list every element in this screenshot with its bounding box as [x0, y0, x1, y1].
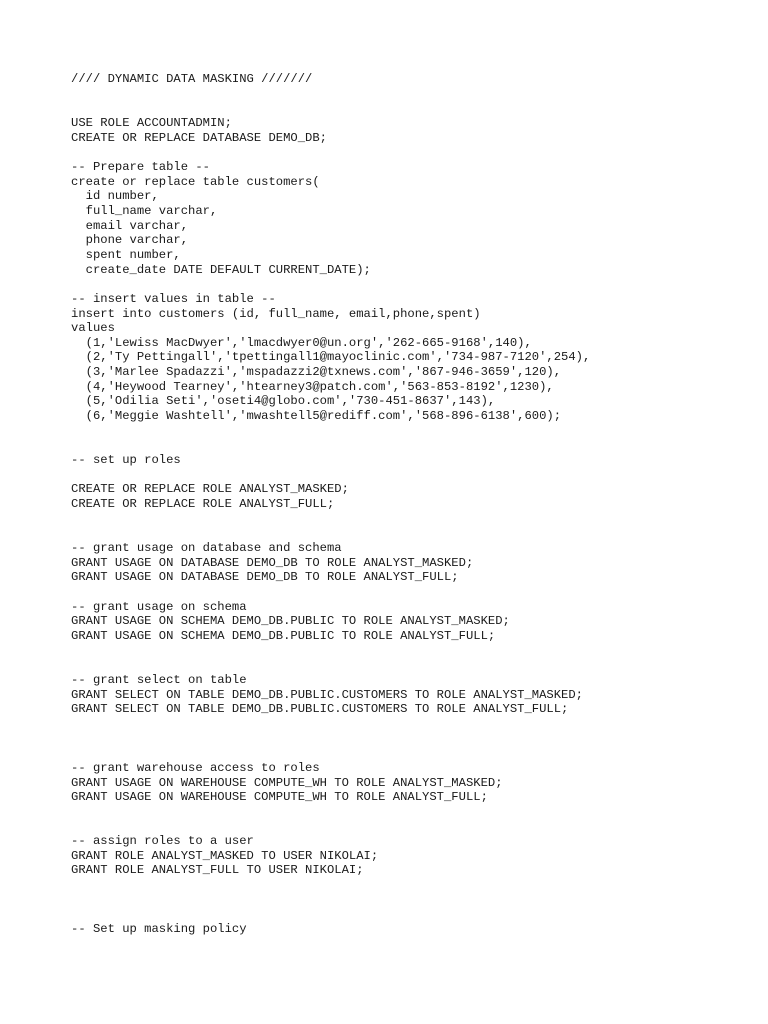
document-line: -- grant select on table	[71, 672, 247, 687]
document-line: insert into customers (id, full_name, email,phone,spent)	[71, 306, 481, 321]
document-line	[71, 87, 751, 102]
document-line: id number,	[71, 189, 159, 204]
document-line: (2,'Ty Pettingall','tpettingall1@mayoclinic.com','734-987-7120',254),	[71, 350, 591, 365]
document-line	[71, 424, 751, 439]
document-line: GRANT USAGE ON SCHEMA DEMO_DB.PUBLIC TO ROLE ANALYST_MASKED;	[71, 614, 510, 629]
document-line	[71, 907, 751, 922]
document-line	[71, 526, 751, 541]
document-line: GRANT USAGE ON WAREHOUSE COMPUTE_WH TO ROLE ANALYST_FULL;	[71, 790, 488, 805]
document-line: USE ROLE ACCOUNTADMIN;	[71, 115, 232, 130]
document-line	[71, 438, 751, 453]
document-line	[71, 717, 751, 732]
document-line: -- grant warehouse access to roles	[71, 760, 320, 775]
document-line: //// DYNAMIC DATA MASKING ///////	[71, 72, 313, 86]
document-line	[71, 893, 751, 908]
document-line: phone varchar,	[71, 233, 189, 248]
document-line	[71, 732, 751, 747]
document-line: -- grant usage on database and schema	[71, 541, 342, 555]
document-line: -- insert values in table --	[71, 291, 276, 306]
document-line: GRANT USAGE ON SCHEMA DEMO_DB.PUBLIC TO ROLE ANALYST_FULL;	[71, 628, 496, 643]
document-line: (1,'Lewiss MacDwyer','lmacdwyer0@un.org','262-665-9168',140),	[71, 335, 532, 350]
document-line: GRANT USAGE ON WAREHOUSE COMPUTE_WH TO ROLE ANALYST_MASKED;	[71, 775, 503, 790]
document-line	[71, 658, 751, 673]
document-line	[71, 512, 751, 527]
document-line: spent number,	[71, 247, 181, 262]
document-line: GRANT ROLE ANALYST_MASKED TO USER NIKOLAI;	[71, 848, 379, 863]
document-line: create or replace table customers(	[71, 174, 320, 189]
document-line: CREATE OR REPLACE DATABASE DEMO_DB;	[71, 130, 327, 145]
document-line: create_date DATE DEFAULT CURRENT_DATE);	[71, 262, 371, 277]
document-line	[71, 805, 751, 820]
document-line: -- assign roles to a user	[71, 834, 254, 849]
document-line: GRANT SELECT ON TABLE DEMO_DB.PUBLIC.CUSTOMERS TO ROLE ANALYST_FULL;	[71, 702, 569, 717]
document-line	[71, 746, 751, 761]
document-line: GRANT USAGE ON DATABASE DEMO_DB TO ROLE ANALYST_MASKED;	[71, 555, 474, 570]
document-line: email varchar,	[71, 218, 189, 233]
document-line: CREATE OR REPLACE ROLE ANALYST_FULL;	[71, 497, 335, 512]
document-line: (4,'Heywood Tearney','htearney3@patch.com','563-853-8192',1230),	[71, 379, 554, 394]
document-line: -- set up roles	[71, 453, 181, 468]
document-line: -- grant usage on schema	[71, 599, 247, 614]
document-line: values	[71, 321, 115, 336]
document-line	[71, 277, 751, 292]
document-line	[71, 878, 751, 893]
document-line: GRANT ROLE ANALYST_FULL TO USER NIKOLAI;	[71, 863, 364, 878]
document-line	[71, 585, 751, 600]
document-line	[71, 644, 751, 659]
document-page	[71, 72, 751, 937]
document-line: GRANT SELECT ON TABLE DEMO_DB.PUBLIC.CUSTOMERS TO ROLE ANALYST_MASKED;	[71, 687, 583, 702]
document-line: -- Set up masking policy	[71, 922, 247, 937]
document-line: full_name varchar,	[71, 203, 218, 218]
document-line	[71, 101, 751, 116]
document-line	[71, 145, 751, 160]
document-line: (6,'Meggie Washtell','mwashtell5@rediff.com','568-896-6138',600);	[71, 409, 562, 424]
document-line: -- Prepare table --	[71, 159, 210, 174]
document-line: (5,'Odilia Seti','oseti4@globo.com','730-451-8637',143),	[71, 394, 496, 409]
document-line: CREATE OR REPLACE ROLE ANALYST_MASKED;	[71, 482, 349, 497]
document-line	[71, 819, 751, 834]
document-line	[71, 468, 751, 483]
document-line: GRANT USAGE ON DATABASE DEMO_DB TO ROLE ANALYST_FULL;	[71, 570, 459, 585]
document-line: (3,'Marlee Spadazzi','mspadazzi2@txnews.com','867-946-3659',120),	[71, 365, 562, 380]
